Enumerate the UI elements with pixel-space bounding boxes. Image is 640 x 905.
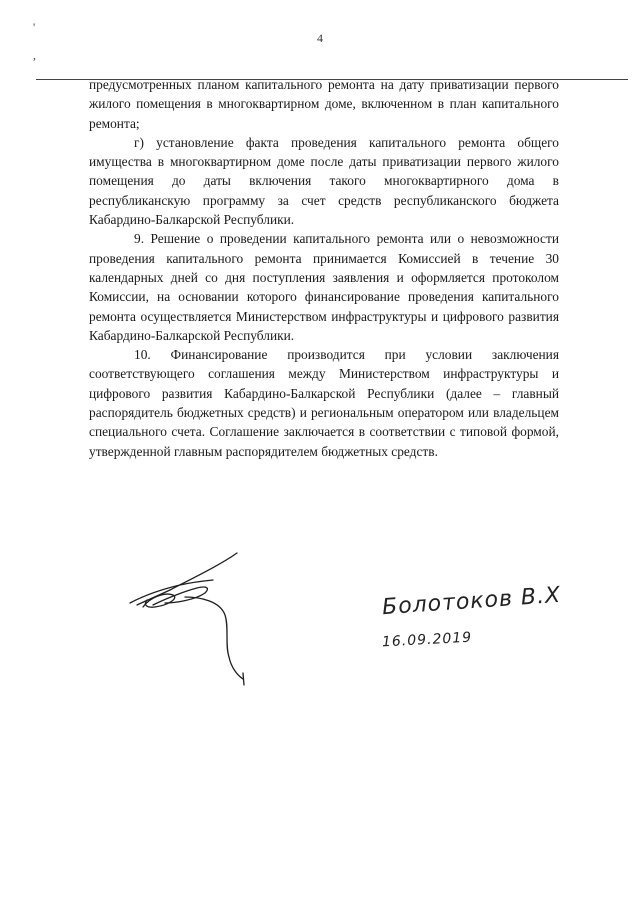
margin-mark: , [33, 48, 36, 62]
paragraph-continuation: предусмотренных планом капитального ремонта на дату приватизации первого жилого помещения в многоквартирном доме, включенном в план капитального ремонта; [89, 77, 559, 131]
page-number: 4 [317, 31, 323, 45]
margin-mark: ' [33, 20, 36, 34]
document-body [89, 75, 559, 461]
paragraph-item-g: г) установление факта проведения капитального ремонта общего имущества в многоквартирном доме после даты приватизации первого жилого помещения до даты включения такого многоквартирного дома в республиканскую программу за счет средств республиканского бюджета Кабардино-Балкарской Республики. [89, 134, 559, 228]
paragraph-item-9: 9. Решение о проведении капитального ремонта или о невозможности проведения капитального ремонта принимается Комиссией в течение 30 календарных дней со дня поступления заявления и оформляется протоколом Комиссии, на основании которого финансирование проведения капитального ремонта осуществляется Министерством инфраструктуры и цифрового развития Кабардино-Балкарской Республики. [89, 231, 559, 343]
paragraph-item-10: 10. Финансирование производится при условии заключения соответствующего соглашения между Министерством инфраструктуры и цифрового развития Кабардино-Балкарской Республики (далее – главный распорядитель бюджетных средств) и региональным оператором или владельцем специального счета. Соглашение заключается в соответствии с типовой формой, утвержденной главным распорядителем бюджетных средств. [89, 347, 559, 459]
handwritten-name: Болотоков В.Х [381, 582, 562, 621]
handwritten-date: 16.09.2019 [381, 629, 473, 651]
signature-image [125, 545, 265, 690]
